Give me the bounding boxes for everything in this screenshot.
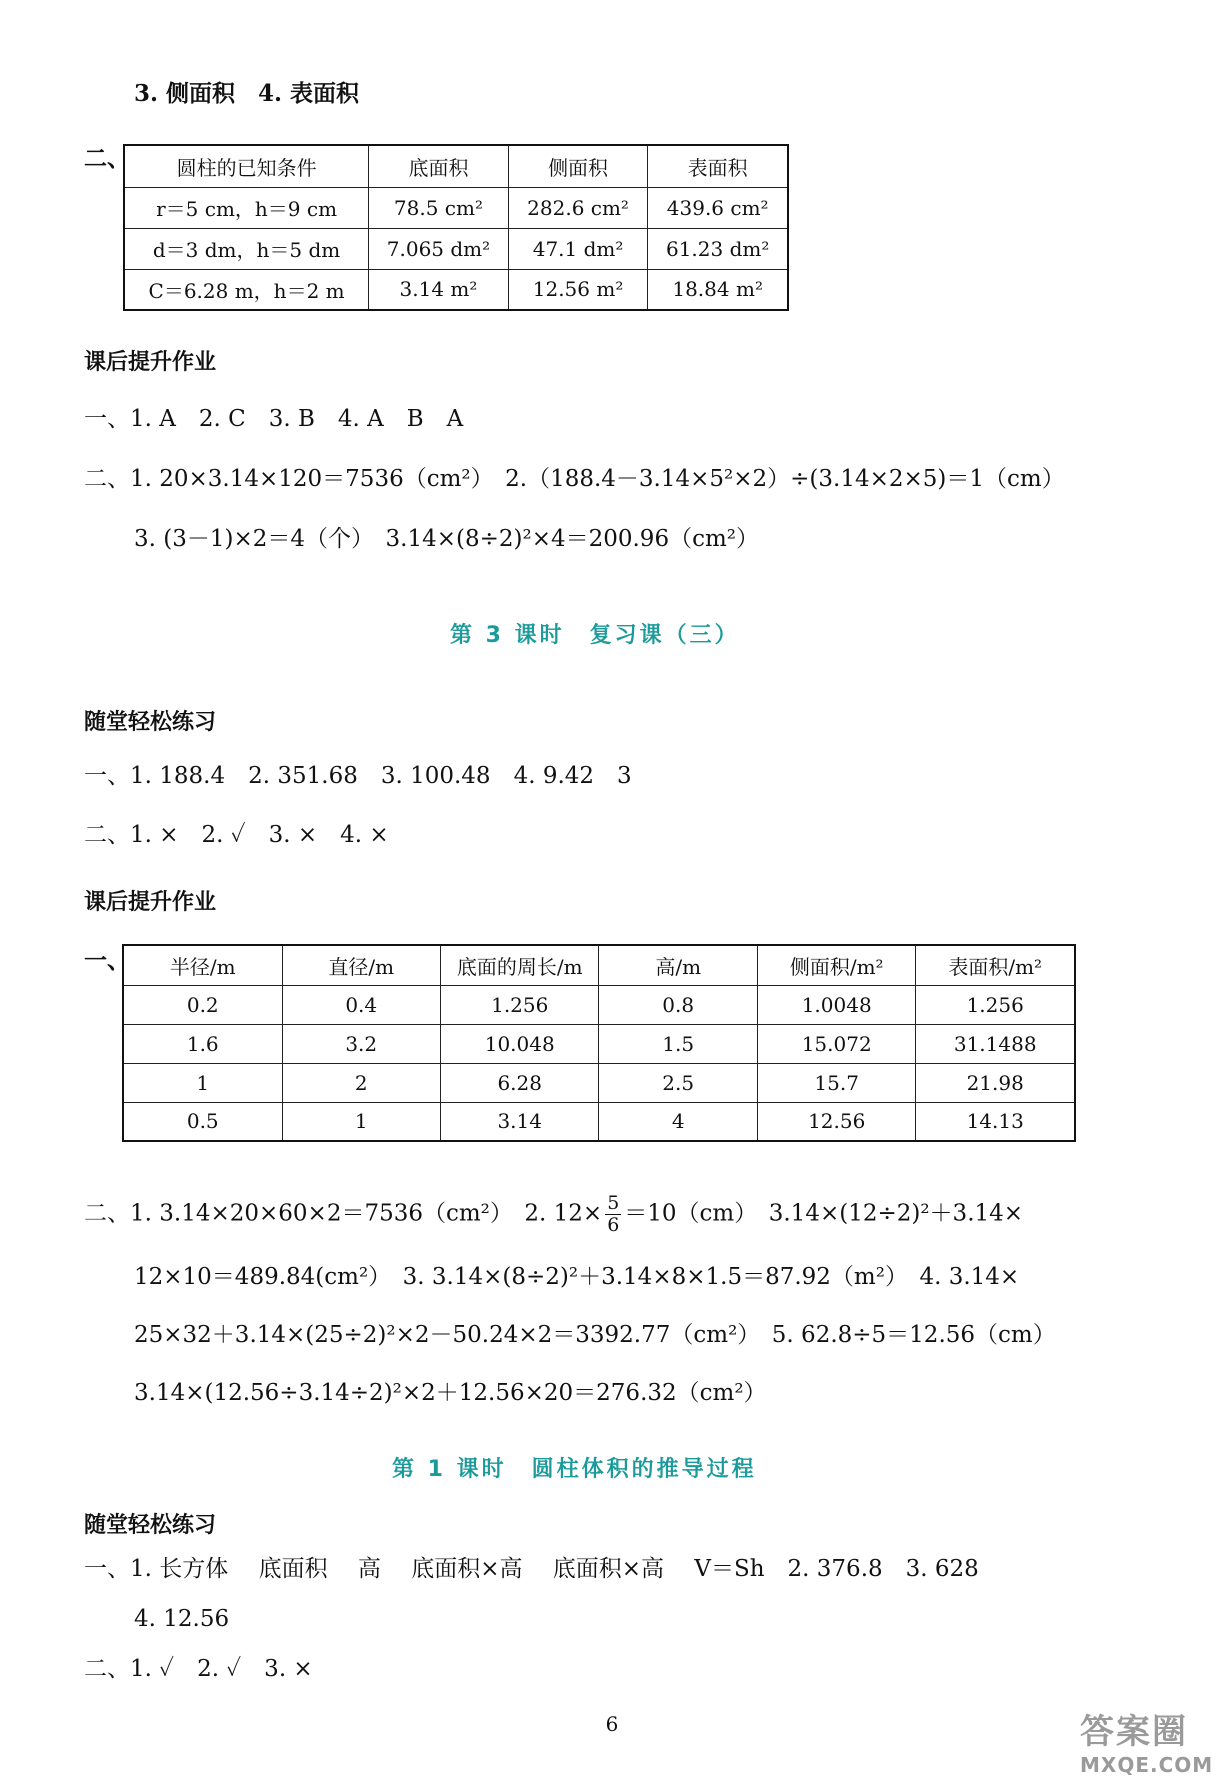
cylinder-table <box>123 144 789 311</box>
table-cell: 1.5 <box>599 1024 757 1063</box>
answer-line: 4. 12.56 <box>134 1606 230 1632</box>
answer-line: 一、1. 188.4 2. 351.68 3. 100.48 4. 9.42 3 <box>84 763 632 789</box>
table-cell: 6.28 <box>440 1063 598 1102</box>
table-cell: d＝3 dm，h＝5 dm <box>124 228 369 269</box>
table-header-cell: 表面积/m² <box>916 945 1075 985</box>
table-cell: 21.98 <box>916 1063 1075 1102</box>
table-row <box>123 985 1075 1024</box>
table-cell: 10.048 <box>440 1024 598 1063</box>
watermark-url: MXQE.COM <box>1080 1753 1214 1777</box>
table-row <box>124 228 788 269</box>
table-header-cell: 半径/m <box>123 945 282 985</box>
table-cell: 2 <box>282 1063 440 1102</box>
table-header-cell: 圆柱的已知条件 <box>124 145 369 187</box>
table-cell: 0.4 <box>282 985 440 1024</box>
radius-table <box>122 944 1076 1142</box>
table-cell: 0.8 <box>599 985 757 1024</box>
answer-line: 3. (3－1)×2＝4（个） 3.14×(8÷2)²×4＝200.96（cm²） <box>134 526 759 552</box>
table-cell: 31.1488 <box>916 1024 1075 1063</box>
table-header-cell: 直径/m <box>282 945 440 985</box>
table-cell: 1.256 <box>916 985 1075 1024</box>
table-cell: 47.1 dm² <box>508 228 648 269</box>
table-cell: 3.2 <box>282 1024 440 1063</box>
table-cell: 3.14 <box>440 1102 598 1141</box>
table-cell: 14.13 <box>916 1102 1075 1141</box>
answer-line-3-4: 3. 侧面积 4. 表面积 <box>134 80 360 107</box>
table-cell: 18.84 m² <box>648 269 788 310</box>
table-row <box>123 1102 1075 1141</box>
table-header-row <box>124 145 788 187</box>
table-header-row <box>123 945 1075 985</box>
table-header-cell: 底面的周长/m <box>440 945 598 985</box>
answer-line: 12×10＝489.84(cm²） 3. 3.14×(8÷2)²＋3.14×8×1.5＝87.92（m²） 4. 3.14× <box>134 1264 1020 1290</box>
answer-text: 二、1. 3.14×20×60×2＝7536（cm²） 2. 12× <box>84 1200 603 1227</box>
watermark-logo <box>1080 1704 1220 1777</box>
fraction-denominator: 6 <box>607 1213 620 1236</box>
answer-line: 一、1. A 2. C 3. B 4. A B A <box>84 406 464 432</box>
fraction-numerator: 5 <box>607 1192 620 1214</box>
watermark-title: 答案圈 <box>1080 1712 1188 1752</box>
table-cell: 12.56 m² <box>508 269 648 310</box>
table-row <box>124 187 788 228</box>
answer-line: 一、1. 长方体 底面积 高 底面积×高 底面积×高 V＝Sh 2. 376.8 3. 628 <box>84 1556 979 1582</box>
table-cell: 3.14 m² <box>369 269 509 310</box>
table-cell: 0.2 <box>123 985 282 1024</box>
question-prefix-2: 二、 <box>84 145 130 172</box>
table-row <box>123 1063 1075 1102</box>
section-heading: 随堂轻松练习 <box>84 1513 217 1538</box>
section-heading: 课后提升作业 <box>84 890 217 915</box>
table-header-cell: 表面积 <box>648 145 788 187</box>
table-header-cell: 侧面积 <box>508 145 648 187</box>
table-header-cell: 侧面积/m² <box>757 945 915 985</box>
table-cell: 61.23 dm² <box>648 228 788 269</box>
answer-line: 二、1. 20×3.14×120＝7536（cm²） 2.（188.4－3.14×5²×2）÷(3.14×2×5)＝1（cm） <box>84 466 1065 492</box>
table-cell: 15.7 <box>757 1063 915 1102</box>
table-cell: 2.5 <box>599 1063 757 1102</box>
question-prefix-1: 一、 <box>84 947 130 974</box>
table-cell: 4 <box>599 1102 757 1141</box>
section-heading: 随堂轻松练习 <box>84 710 217 735</box>
table-cell: 1 <box>282 1102 440 1141</box>
table-cell: 12.56 <box>757 1102 915 1141</box>
table-cell: 1 <box>123 1063 282 1102</box>
fraction <box>605 1193 621 1236</box>
answer-line: 二、1. × 2. ✓ 3. × 4. × <box>84 822 389 848</box>
answer-line <box>84 1193 1023 1236</box>
table-cell: r＝5 cm，h＝9 cm <box>124 187 369 228</box>
page-number: 6 <box>605 1712 619 1736</box>
answer-line: 25×32＋3.14×(25÷2)²×2－50.24×2＝3392.77（cm²） 5. 62.8÷5＝12.56（cm） <box>134 1322 1056 1348</box>
table-cell: 1.0048 <box>757 985 915 1024</box>
table-cell: 78.5 cm² <box>369 187 509 228</box>
lesson-title: 第 1 课时 圆柱体积的推导过程 <box>392 1457 757 1482</box>
table-row <box>124 269 788 310</box>
table-header-cell: 底面积 <box>369 145 509 187</box>
answer-text: ＝10（cm） 3.14×(12÷2)²＋3.14× <box>624 1200 1024 1227</box>
section-heading: 课后提升作业 <box>84 350 217 375</box>
table-cell: 7.065 dm² <box>369 228 509 269</box>
table-cell: 439.6 cm² <box>648 187 788 228</box>
table-cell: 282.6 cm² <box>508 187 648 228</box>
table-cell: 15.072 <box>757 1024 915 1063</box>
table-cell: 0.5 <box>123 1102 282 1141</box>
table-header-cell: 高/m <box>599 945 757 985</box>
table-row <box>123 1024 1075 1063</box>
answer-line: 二、1. ✓ 2. ✓ 3. × <box>84 1656 313 1682</box>
answer-line: 3.14×(12.56÷3.14÷2)²×2＋12.56×20＝276.32（cm²） <box>134 1380 767 1406</box>
lesson-title: 第 3 课时 复习课（三） <box>450 623 740 648</box>
table-cell: C＝6.28 m，h＝2 m <box>124 269 369 310</box>
table-cell: 1.6 <box>123 1024 282 1063</box>
table-cell: 1.256 <box>440 985 598 1024</box>
